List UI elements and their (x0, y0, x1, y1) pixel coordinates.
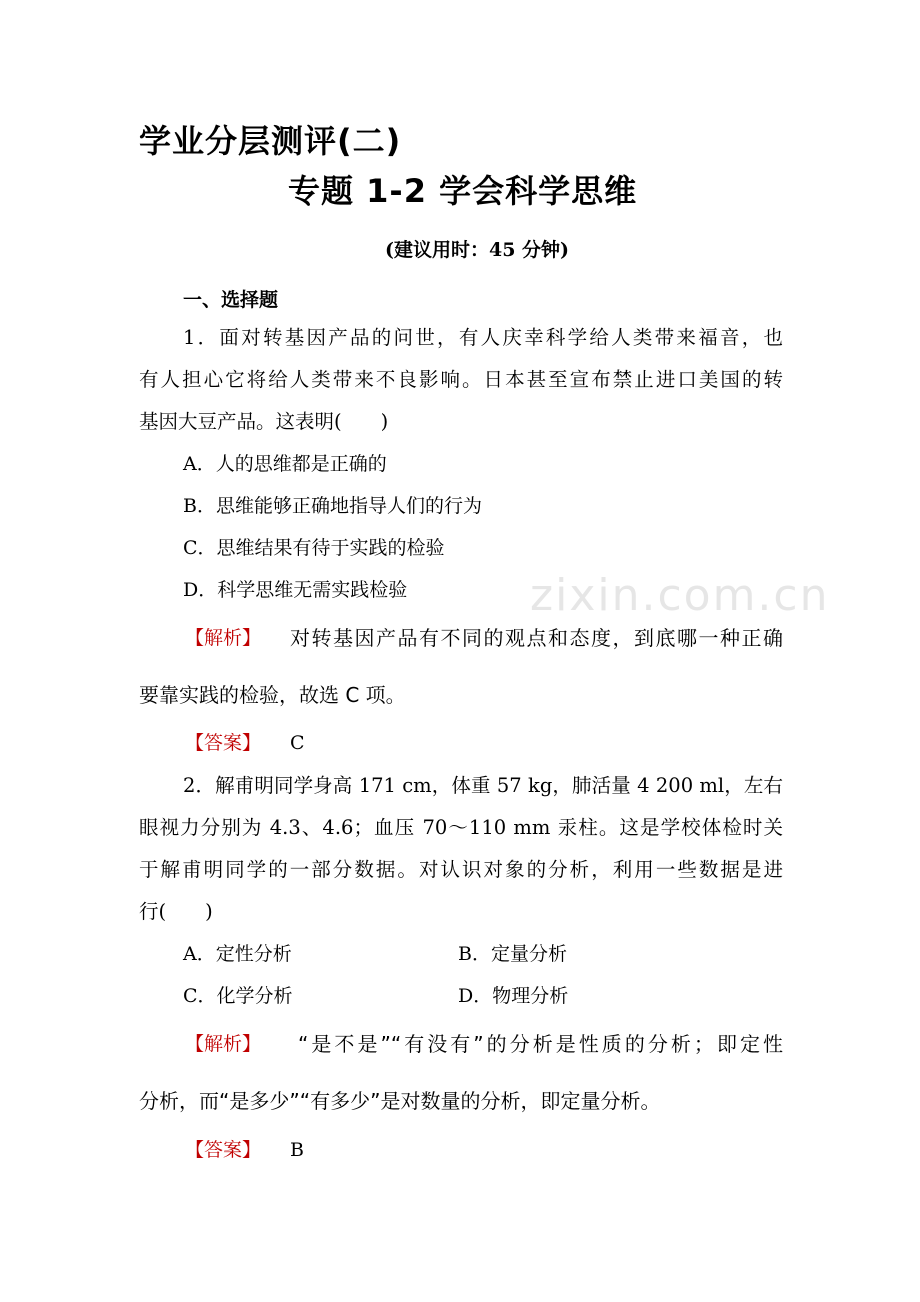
q1-line1: 1．面对转基因产品的问世，有人庆幸科学给人类带来福音，也 (183, 326, 783, 349)
q2-option-a: A．定性分析 (183, 943, 292, 965)
page-title: 学业分层测评(二) (139, 122, 402, 160)
q2-option-b: B．定量分析 (458, 943, 567, 965)
q2-answer: B (290, 1139, 304, 1161)
q2-line3: 于解甫明同学的一部分数据。对认识对象的分析，利用一些数据是进 (139, 858, 783, 881)
q2-line2: 眼视力分别为 4.3、4.6；血压 70～110 mm 汞柱。这是学校体检时关 (139, 816, 783, 839)
q1-option-b: B．思维能够正确地指导人们的行为 (183, 495, 482, 517)
q2-option-d: D．物理分析 (458, 985, 569, 1007)
q2-option-c: C．化学分析 (183, 985, 293, 1007)
q1-option-a: A．人的思维都是正确的 (183, 453, 387, 475)
time-note: (建议用时：45 分钟) (385, 239, 570, 261)
q1-line3: 基因大豆产品。这表明( ) (139, 410, 389, 433)
q1-answer: C (290, 732, 305, 754)
q1-analysis-tag: 【解析】 (185, 627, 262, 649)
q1-line2: 有人担心它将给人类带来不良影响。日本甚至宣布禁止进口美国的转 (139, 368, 783, 391)
q2-analysis-line1: “是不是”“有没有”的分析是性质的分析；即定性 (298, 1032, 783, 1056)
page-subtitle: 专题 1-2 学会科学思维 (288, 172, 638, 210)
q1-analysis-line1: 对转基因产品有不同的观点和态度，到底哪一种正确 (290, 626, 783, 650)
section-title: 一、选择题 (183, 289, 279, 311)
q1-analysis-line2: 要靠实践的检验，故选 C 项。 (139, 683, 406, 707)
q1-option-c: C．思维结果有待于实践的检验 (183, 537, 445, 559)
watermark: zixin.com.cn (530, 570, 830, 621)
q2-analysis-line2: 分析，而“是多少”“有多少”是对数量的分析，即定量分析。 (139, 1089, 661, 1113)
q2-analysis-tag: 【解析】 (185, 1033, 262, 1055)
q1-option-d: D．科学思维无需实践检验 (183, 579, 408, 601)
q2-line1: 2．解甫明同学身高 171 cm，体重 57 kg，肺活量 4 200 ml，左右 (183, 774, 783, 797)
q1-answer-tag: 【答案】 (185, 732, 262, 754)
q2-line4: 行( ) (139, 900, 213, 923)
q2-answer-tag: 【答案】 (185, 1139, 262, 1161)
